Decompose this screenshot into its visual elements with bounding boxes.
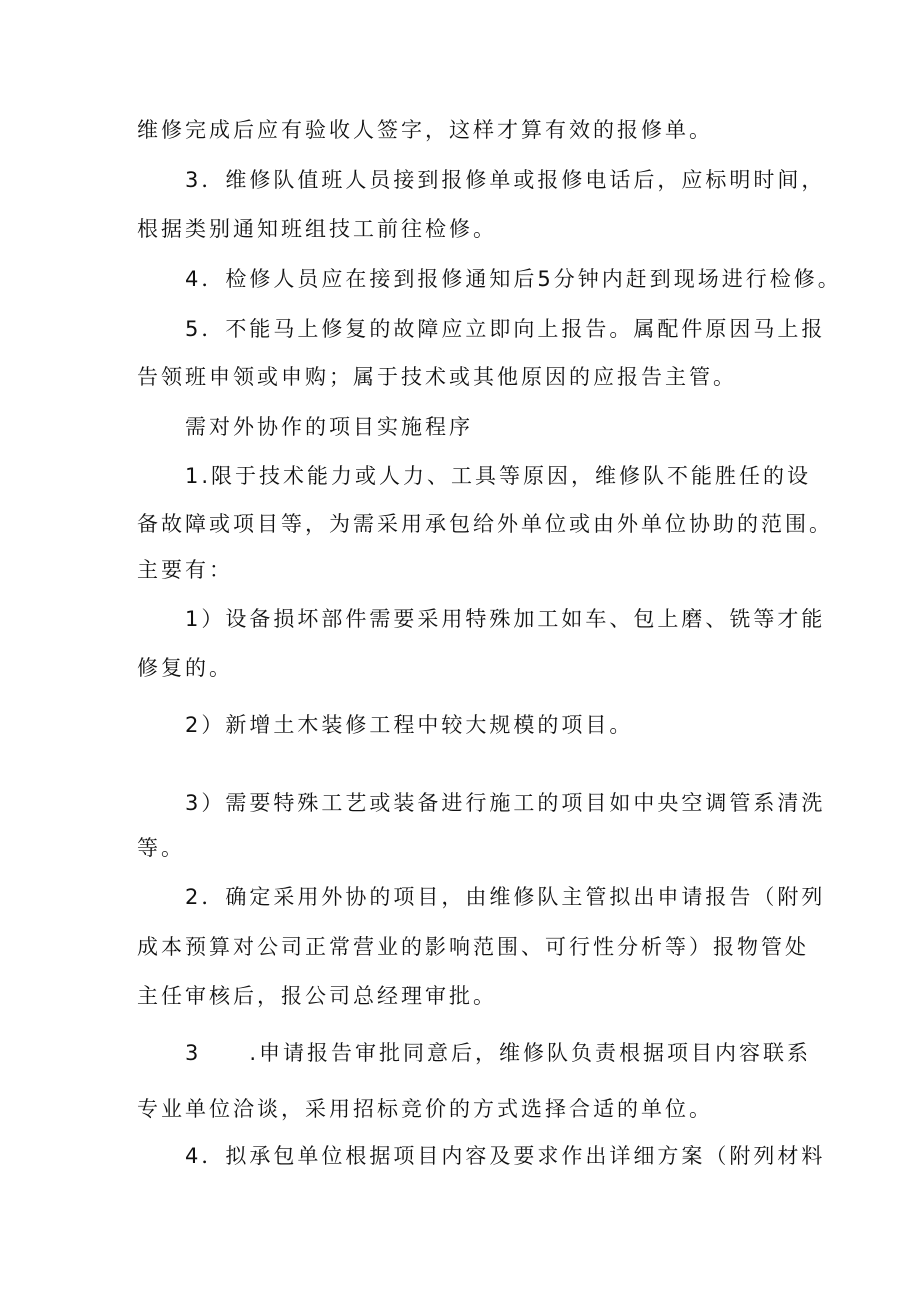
- text-line: 备故障或项目等，为需采用承包给外单位或由外单位协助的范围。: [137, 512, 833, 536]
- text-line: 成本预算对公司正常营业的影响范围、可行性分析等）报物管处: [137, 935, 809, 959]
- text-line: 等。: [137, 836, 185, 860]
- section-heading: 需对外协作的项目实施程序: [185, 415, 473, 439]
- text-line: 2）新增土木装修工程中较大规模的项目。: [185, 713, 634, 737]
- text-line: 专业单位洽谈，采用招标竞价的方式选择合适的单位。: [137, 1097, 713, 1121]
- text-line: 5．不能马上修复的故障应立即向上报告。属配件原因马上报: [185, 317, 826, 341]
- text-line: 4．检修人员应在接到报修通知后5分钟内赶到现场进行检修。: [185, 267, 842, 291]
- text-line: 2．确定采用外协的项目，由维修队主管拟出申请报告（附列: [185, 885, 826, 909]
- text-line: 修复的。: [137, 656, 233, 680]
- text-line: 3．维修队值班人员接到报修单或报修电话后，应标明时间，: [185, 168, 826, 192]
- text-line: 维修完成后应有验收人签字，这样才算有效的报修单。: [137, 118, 713, 142]
- text-line: 告领班申领或申购；属于技术或其他原因的应报告主管。: [137, 365, 737, 389]
- text-line: 4．拟承包单位根据项目内容及要求作出详细方案（附列材料: [185, 1144, 826, 1168]
- text-line: 主任审核后，报公司总经理审批。: [137, 984, 497, 1008]
- text-line: 1）设备损坏部件需要采用特殊加工如车、包上磨、铣等才能: [185, 607, 826, 631]
- text-line: 1.限于技术能力或人力、工具等原因，维修队不能胜任的设: [185, 464, 812, 488]
- text-line: 根据类别通知班组技工前往检修。: [137, 217, 497, 241]
- text-line: 3 .申请报告审批同意后，维修队负责根据项目内容联系: [185, 1041, 812, 1065]
- text-line: 3）需要特殊工艺或装备进行施工的项目如中央空调管系清洗: [185, 791, 826, 815]
- text-line: 主要有：: [137, 558, 233, 582]
